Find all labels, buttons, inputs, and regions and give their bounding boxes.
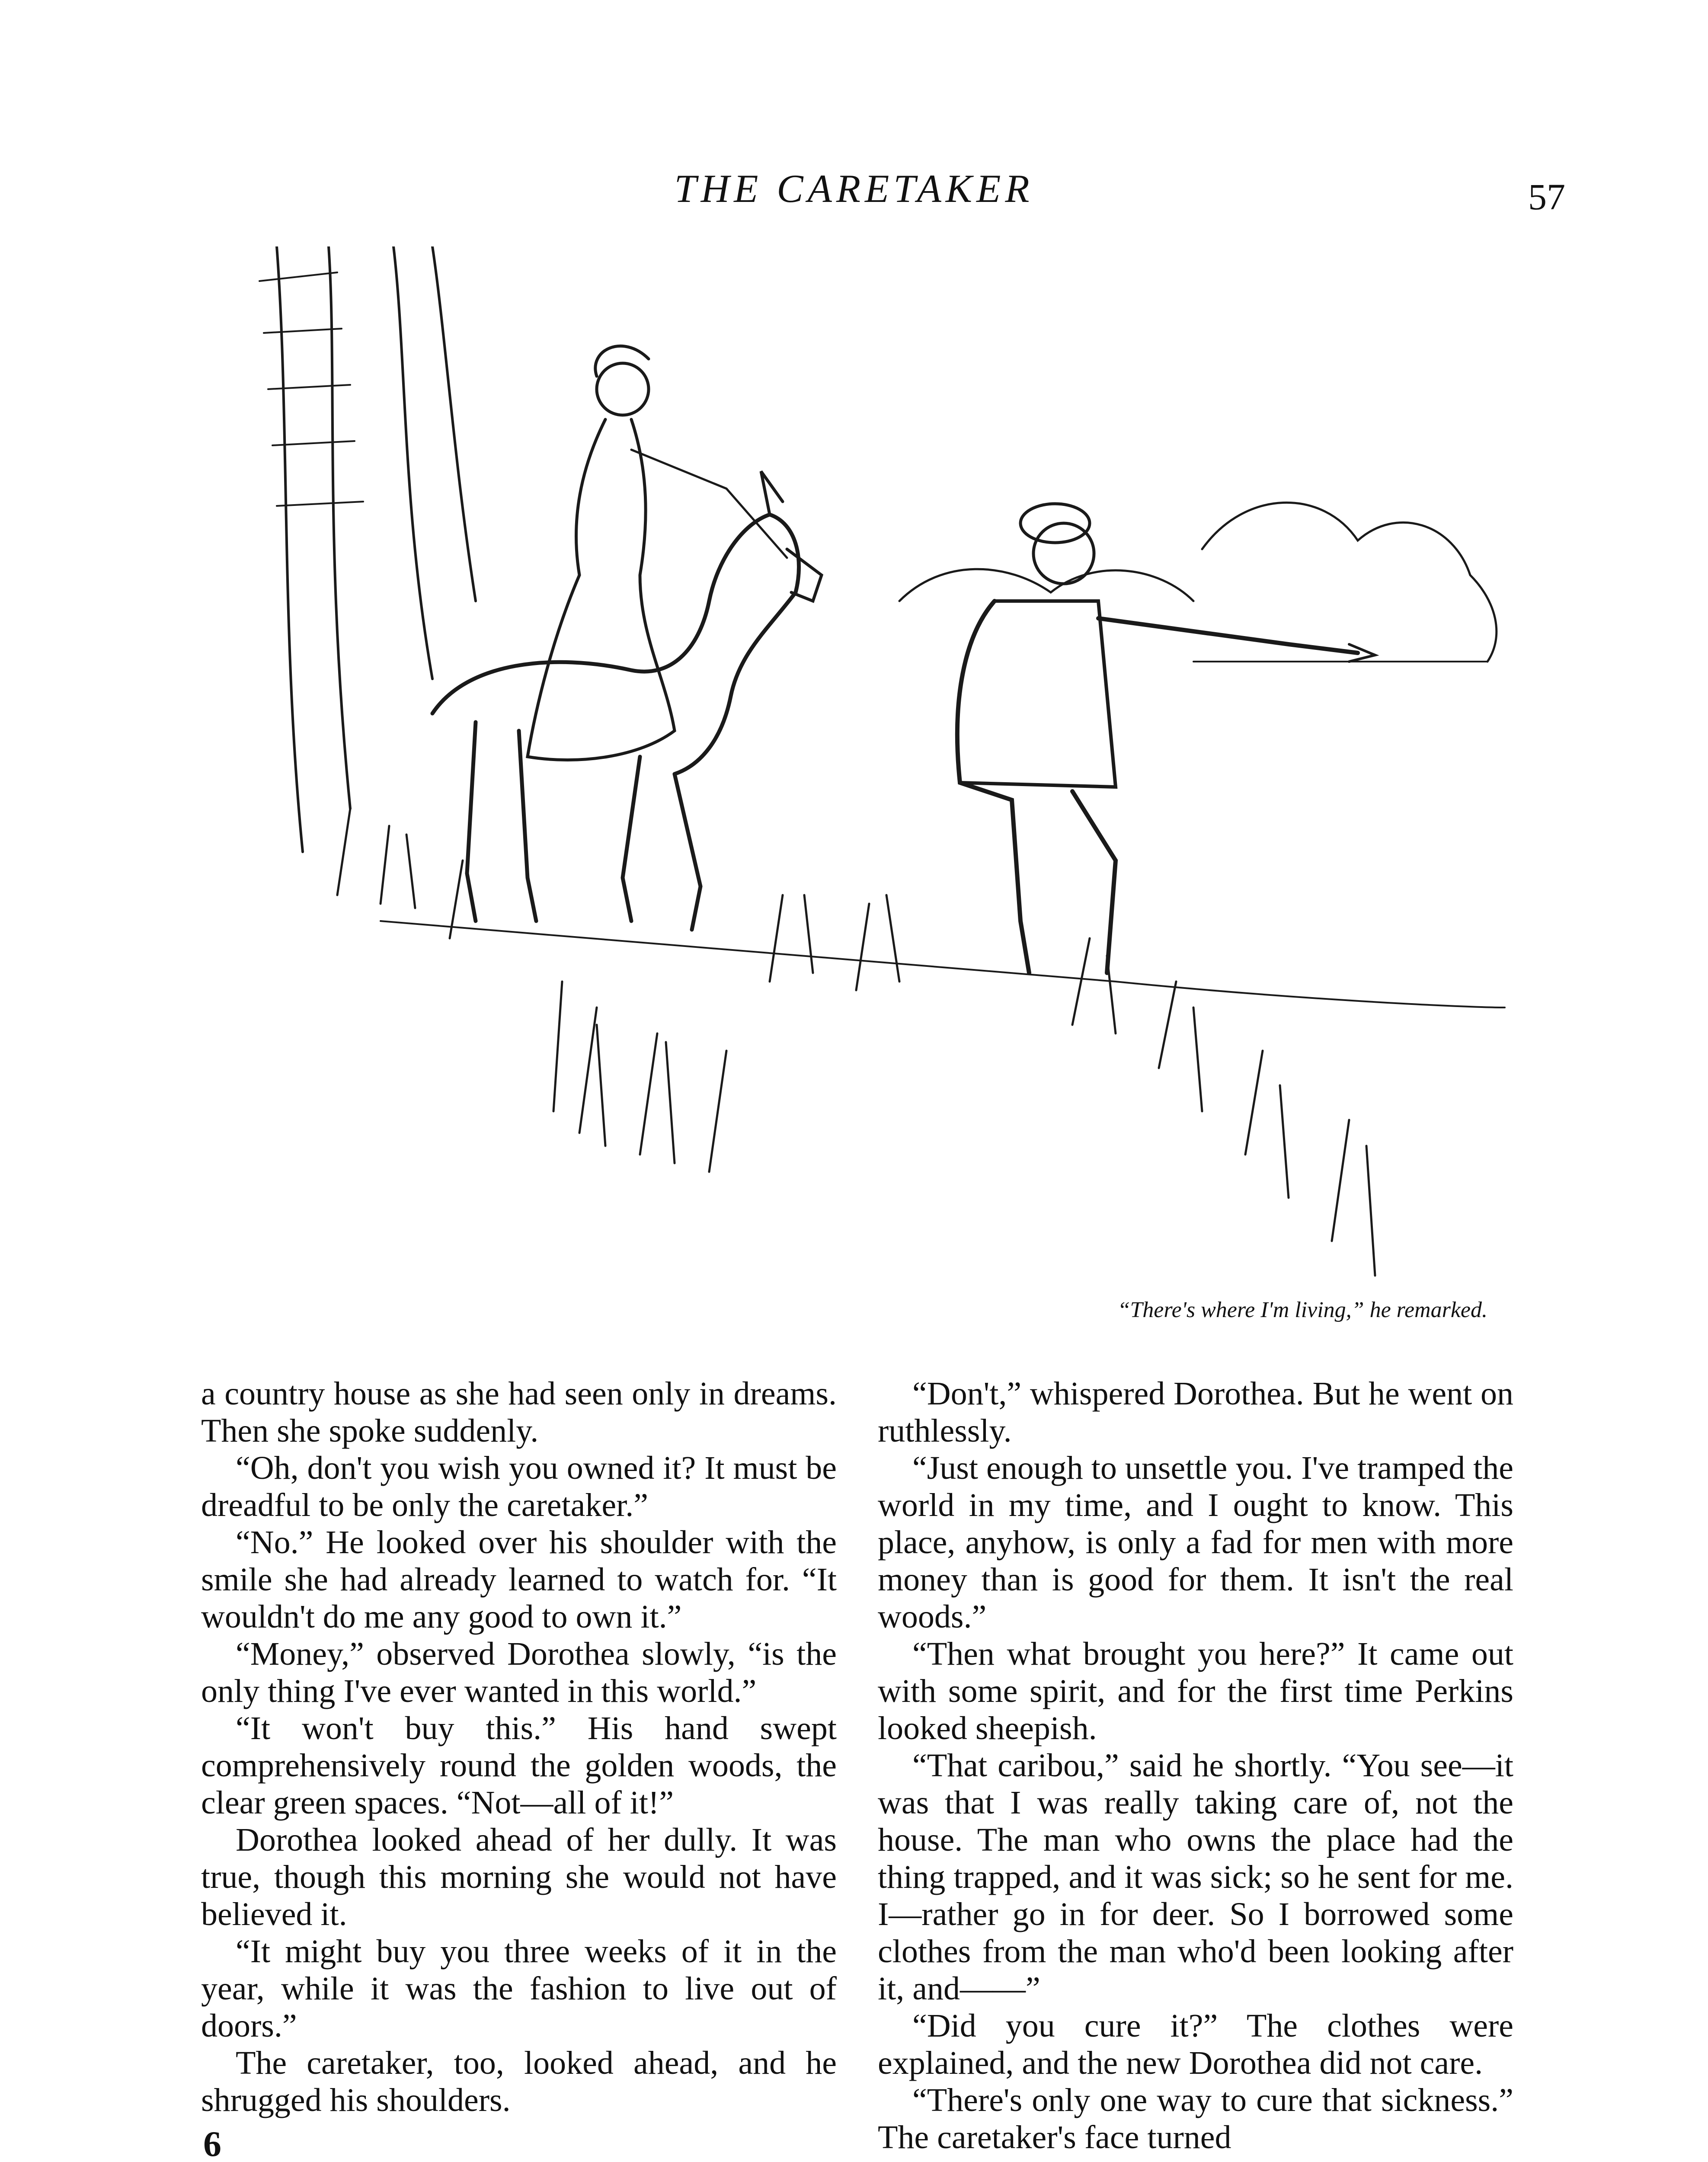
paragraph: “Then what brought you here?” It came out with some spirit, and for the first time Perkins looked sheepish. (878, 1636, 1513, 1746)
paragraph: The caretaker, too, looked ahead, and he shrugged his shoulders. (201, 2045, 837, 2118)
paragraph: “Money,” observed Dorothea slowly, “is the only thing I've ever wanted in this world.” (201, 1636, 837, 1709)
paragraph: Dorothea looked ahead of her dully. It was true, though this morning she would not have believed it. (201, 1822, 837, 1932)
left-column (201, 1375, 837, 2119)
paragraph: a country house as she had seen only in dreams. Then she spoke suddenly. (201, 1375, 837, 1449)
running-title: THE CARETAKER (674, 166, 1034, 211)
paragraph: “No.” He looked over his shoulder with the smile she had already learned to watch for. “It wouldn't do me any good to own it.” (201, 1524, 837, 1635)
illustration (251, 246, 1531, 1293)
illustration-caption: “There's where I'm living,” he remarked. (1117, 1298, 1487, 1322)
page-number: 57 (1528, 176, 1565, 217)
paragraph: “It won't buy this.” His hand swept comprehensively round the golden woods, the clear green spaces. “Not—all of it!” (201, 1710, 837, 1821)
right-column (878, 1375, 1513, 2156)
paragraph: “That caribou,” said he shortly. “You see—it was that I was really taking care of, not the house. The man who owns the place had the thing trapped, and it was sick; so he sent for me. I—rather go in for deer. So I borrowed some clothes from the man who'd been looking after it, and——” (878, 1747, 1513, 2007)
paragraph: “It might buy you three weeks of it in the year, while it was the fashion to live out of doors.” (201, 1933, 837, 2044)
paragraph: “Just enough to unsettle you. I've tramped the world in my time, and I ought to know. This place, anyhow, is only a fad for men with more money than is good for them. It isn't the real woods.” (878, 1450, 1513, 1635)
pen-drawing-horse-rider-and-caretaker (251, 246, 1531, 1293)
paragraph: “Did you cure it?” The clothes were explained, and the new Dorothea did not care. (878, 2008, 1513, 2081)
paragraph: “There's only one way to cure that sickness.” The caretaker's face turned (878, 2082, 1513, 2156)
paragraph: “Oh, don't you wish you owned it? It must be dreadful to be only the caretaker.” (201, 1450, 837, 1523)
signature-mark: 6 (203, 2124, 221, 2162)
paragraph: “Don't,” whispered Dorothea. But he went on ruthlessly. (878, 1375, 1513, 1449)
